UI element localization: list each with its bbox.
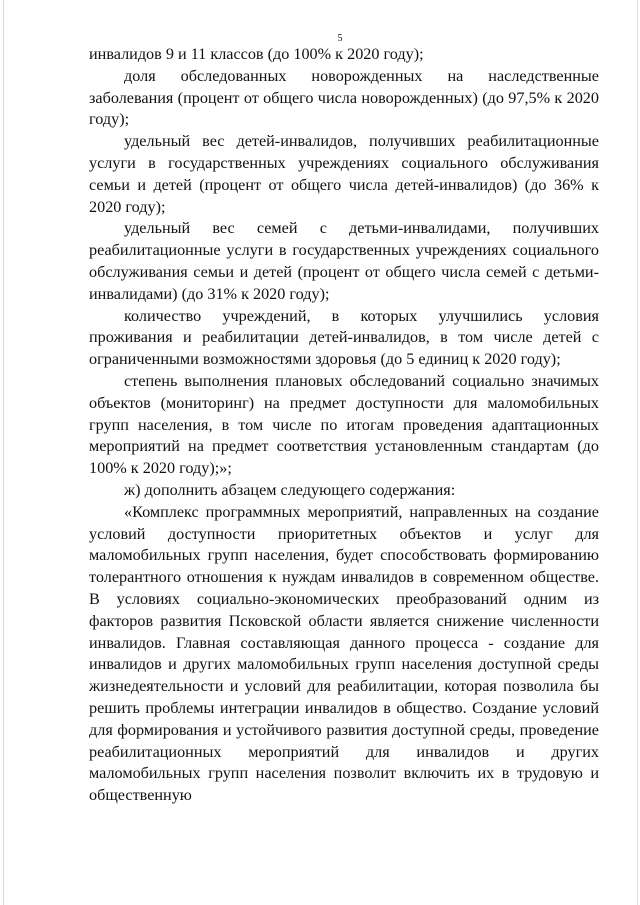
paragraph-families-services: удельный вес семей с детьми-инвалидами, получивших реабилитационные услуги в государственных учреждениях социального обслуживания семьи и детей (процент от общего числа семей с детьми-инвалидами) (до 31% к 2020 году); — [89, 219, 599, 303]
paragraph-program-complex: «Комплекс программных мероприятий, направленных на создание условий доступности приоритетных объектов и услуг для маломобильных групп населения, будет способствовать формированию толерантного отношения к нуждам инвалидов в современном обществе. В условиях социально-экономических преобразований одним из факторов развития Псковской области является снижение численности инвалидов. Главная составляющая данного процесса - создание для инвалидов и других маломобильных групп населения доступной среды жизнедеятельности и условий для реабилитации, которая позволила бы решить проблемы интеграции инвалидов в общество. Создание условий для формирования и устойчивого развития доступной среды, проведение реабилитационных мероприятий для инвалидов и других маломобильных групп населения позволит включить их в трудовую и общественную — [89, 502, 599, 805]
paragraph-disabled-children-services: удельный вес детей-инвалидов, получивших реабилитационные услуги в государственных учреждениях социального обслуживания семьи и детей (процент от общего числа детей-инвалидов) (до 36% к 2020 году); — [89, 132, 599, 216]
paragraph-newborn-screening: доля обследованных новорожденных на наследственные заболевания (процент от общего числа новорожденных) (до 97,5% к 2020 году); — [89, 66, 599, 129]
scan-edge-right — [637, 0, 638, 905]
paragraph-continuation: инвалидов 9 и 11 классов (до 100% к 2020 году); — [89, 45, 424, 63]
document-body — [89, 44, 599, 807]
paragraph-institutions-count: количество учреждений, в которых улучшились условия проживания и реабилитации детей-инвалидов, в том числе детей с ограниченными возможностями здоровья (до 5 единиц к 2020 году); — [89, 306, 599, 369]
scan-edge-left — [3, 0, 4, 905]
page-number: 5 — [337, 33, 343, 44]
paragraph-amendment-intro: ж) дополнить абзацем следующего содержания: — [124, 480, 456, 499]
paragraph-monitoring-degree: степень выполнения плановых обследований социально значимых объектов (мониторинг) на предмет доступности для маломобильных групп населения, в том числе по итогам проведения адаптационных мероприятий на предмет соответствия установленным стандартам (до 100% к 2020 году);»; — [89, 371, 599, 478]
